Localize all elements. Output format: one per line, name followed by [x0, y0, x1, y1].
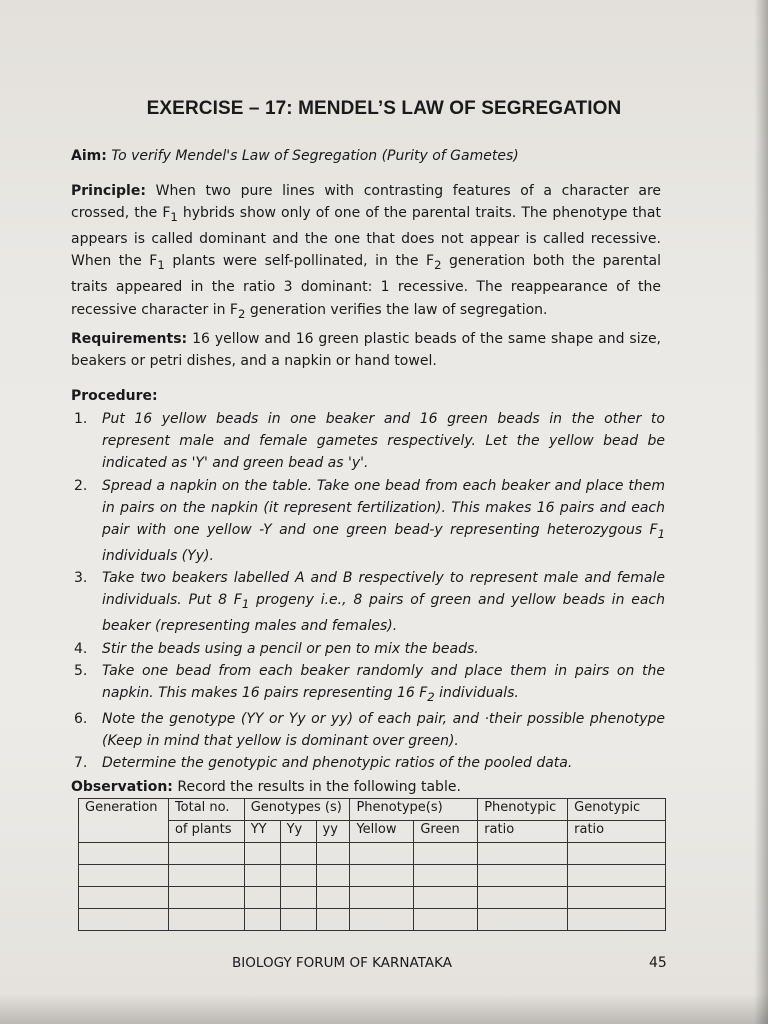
step-number: 3.: [74, 570, 88, 587]
requirements-text: 16 yellow and 16 green plastic beads of the same shape and size, beakers or petri dishes, and a napkin or hand towel.: [71, 331, 662, 370]
step-text-end: individuals.: [434, 685, 519, 702]
procedure-step: [71, 475, 665, 568]
header-genotypic-ratio-2: ratio: [568, 821, 666, 843]
header-yy: yy: [316, 821, 350, 843]
principle-sub-2: 1: [157, 258, 165, 273]
header-phenotypes: Phenotype(s): [350, 799, 478, 821]
procedure-step: [71, 638, 665, 660]
table-row: [79, 909, 666, 931]
header-generation: Generation: [79, 799, 169, 843]
exercise-title: EXERCISE – 17: MENDEL’S LAW OF SEGREGATION: [146, 98, 622, 119]
observation-text: Record the results in the following table.: [177, 779, 461, 795]
observation-paragraph: [71, 776, 661, 798]
step-text-end: progeny i.e., 8 pairs of green and yellow beads in each beaker (representing males and females).: [102, 592, 665, 635]
principle-text-2: hybrids show only of one of the parental traits. The phenotype that appears is called dominant and the one that does not appear is called recessive. When the F: [71, 205, 661, 270]
observation-table: [78, 798, 666, 931]
step-text: Put 16 yellow beads in one beaker and 16 green beads in the other to represent male and female gametes respectively. Let the yellow bead be indicated as 'Y' and green bead as 'y'.: [102, 411, 665, 472]
table-row: [79, 843, 666, 865]
principle-sub-4: 2: [237, 306, 246, 321]
step-text: Spread a napkin on the table. Take one bead from each beaker and place them in pairs on the napkin (it represent fertilization). This makes 16 pairs and each pair with one yellow -Y and one green bead-y representing heterozygous F: [102, 477, 665, 539]
table-header-row: [79, 799, 666, 821]
step-text: Note the genotype (YY or Yy or yy) of each pair, and ·their possible phenotype (Keep in mind that yellow is dominant over green).: [102, 711, 665, 750]
step-subscript: 2: [427, 689, 435, 704]
step-number: 6.: [74, 711, 88, 728]
page-number: 45: [649, 955, 667, 971]
principle-paragraph: [71, 180, 661, 325]
page-edge-shadow: [754, 0, 768, 1024]
procedure-step: [71, 660, 665, 708]
principle-text-4: generation both the parental traits appeared in the ratio 3 dominant: 1 recessive. The reappearance of the recessive character in F: [71, 253, 661, 318]
step-subscript: 1: [657, 526, 665, 541]
requirements-label: Requirements:: [71, 331, 188, 347]
principle-text-1: When two pure lines with contrasting features of a character are crossed, the F: [71, 183, 662, 222]
principle-text-5: generation verifies the law of segregation.: [245, 301, 548, 318]
principle-sub-3: 2: [434, 258, 442, 273]
principle-sub-1: 1: [170, 210, 178, 224]
procedure-step: [71, 567, 665, 637]
header-green: Green: [414, 821, 478, 843]
step-text: Take one bead from each beaker randomly and place them in pairs on the napkin. This makes 16 pairs representing 16 F: [102, 662, 665, 702]
table-row: [79, 887, 666, 909]
aim-text: To verify Mendel's Law of Segregation (Purity of Gametes): [111, 148, 519, 164]
aim-label: Aim:: [71, 148, 107, 164]
header-Yy: Yy: [280, 821, 316, 843]
header-phenotypic-ratio: Phenotypic: [478, 799, 568, 821]
header-total-2: of plants: [168, 821, 244, 843]
step-number: 2.: [74, 477, 88, 494]
procedure-step: [71, 708, 665, 752]
step-number: 5.: [74, 662, 88, 679]
procedure-heading: [71, 385, 661, 407]
page-bottom-shadow: [0, 994, 768, 1024]
step-number: 7.: [74, 755, 88, 772]
table-row: [79, 865, 666, 887]
header-genotypes: Genotypes (s): [244, 799, 350, 821]
header-total: Total no.: [168, 799, 244, 821]
header-YY: YY: [244, 821, 280, 843]
principle-text-3: plants were self-pollinated, in the F: [164, 253, 435, 270]
procedure-list: [71, 408, 665, 775]
observation-label: Observation:: [71, 779, 173, 795]
footer-text: BIOLOGY FORUM OF KARNATAKA: [232, 955, 452, 971]
step-number: 1.: [74, 411, 88, 427]
step-text: Stir the beads using a pencil or pen to mix the beads.: [102, 640, 479, 657]
procedure-label: Procedure:: [71, 388, 158, 404]
header-phenotypic-ratio-2: ratio: [478, 821, 568, 843]
procedure-step: [71, 752, 665, 774]
step-text: Determine the genotypic and phenotypic ratios of the pooled data.: [102, 755, 573, 772]
step-text-end: individuals (Yy).: [102, 548, 214, 565]
header-yellow: Yellow: [350, 821, 414, 843]
principle-label: Principle:: [71, 183, 146, 199]
step-subscript: 1: [241, 597, 250, 612]
header-genotypic-ratio: Genotypic: [568, 799, 666, 821]
step-number: 4.: [74, 640, 88, 657]
aim-paragraph: [71, 145, 661, 167]
procedure-step: [71, 408, 665, 475]
requirements-paragraph: [71, 328, 661, 372]
step-text: Take two beakers labelled A and B respectively to represent male and female individuals. Put 8 F: [102, 570, 665, 609]
